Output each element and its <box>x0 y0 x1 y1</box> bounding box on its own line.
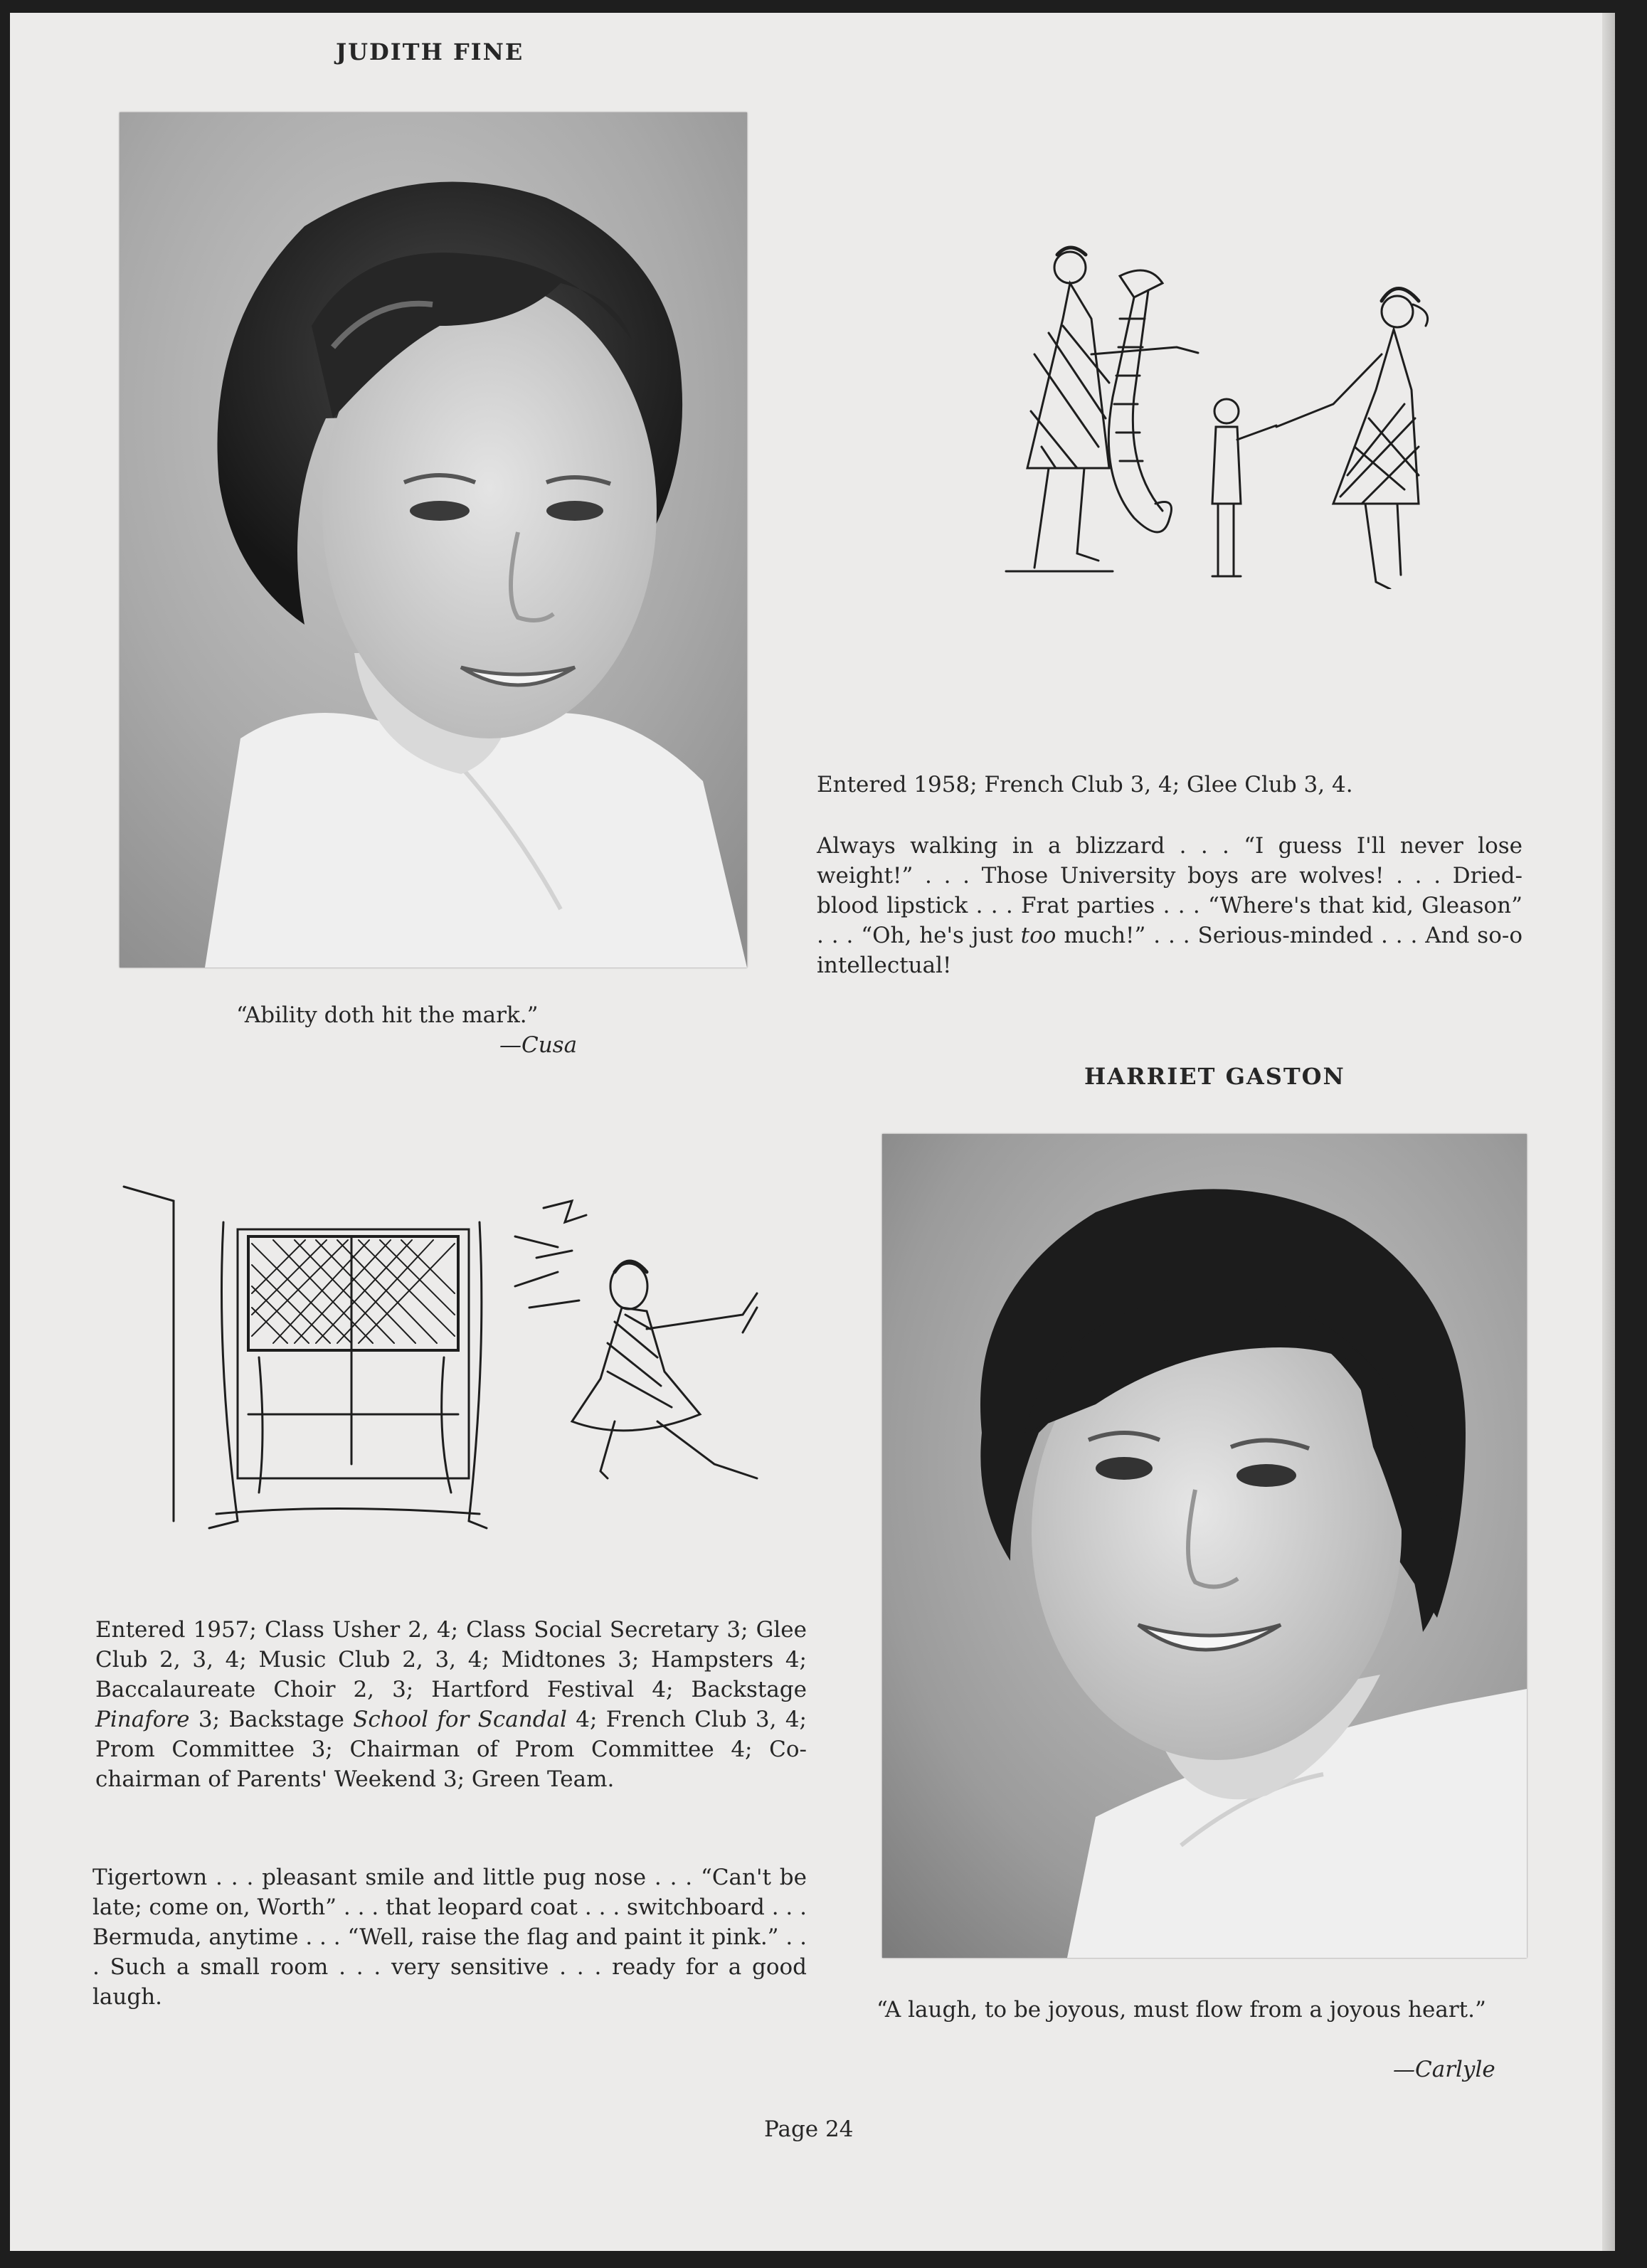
page-edge <box>1602 13 1615 2251</box>
yearbook-page <box>10 13 1615 2251</box>
student-name-judith-fine: JUDITH FINE <box>336 38 524 65</box>
cartoon-sketch-harriet-gaston <box>117 1180 771 1549</box>
quote-author-judith-fine: —Cusa <box>499 1032 578 1058</box>
activities-judith-fine: Entered 1958; French Club 3, 4; Glee Club 3, 4. <box>817 772 1353 797</box>
quote-judith-fine: “Ability doth hit the mark.” <box>236 1002 539 1028</box>
quote-harriet-gaston: “A laugh, to be joyous, must flow from a joyous heart.” <box>877 1997 1486 2023</box>
page-number: Page 24 <box>764 2116 854 2142</box>
quote-author-harriet-gaston: —Carlyle <box>1393 2057 1495 2082</box>
portrait-photo-judith-fine <box>120 112 747 968</box>
portrait-photo-harriet-gaston <box>882 1134 1527 1958</box>
activities-harriet-gaston: Entered 1957; Class Usher 2, 4; Class Social Secretary 3; Glee Club 2, 3, 4; Music Club 2, 3, 4; Midtones 3; Hampsters 4; Baccalaureate Choir 2, 3; Hartford Festival 4; Backstage Pinafore 3; Backstage School for Scandal 4; French Club 3, 4; Prom Committee 3; Chairman of Prom Committee 4; Co-chairman of Parents' Weekend 3; Green Team. <box>95 1617 807 1792</box>
student-name-harriet-gaston: HARRIET GASTON <box>1084 1063 1345 1090</box>
cartoon-sketch-judith-fine <box>992 233 1447 589</box>
bio-harriet-gaston: Tigertown . . . pleasant smile and little pug nose . . . “Can't be late; come on, Worth” . . . that leopard coat . . . switchboard . . . Bermuda, anytime . . . “Well, raise the flag and paint it pink.” . . . Such a small room . . . very sensitive . . . ready for a good laugh. <box>92 1865 807 2010</box>
bio-judith-fine: Always walking in a blizzard . . . “I guess I'll never lose weight!” . . . Those University boys are wolves! . . . Dried-blood lipstick . . . Frat parties . . . “Where's that kid, Gleason” . . . “Oh, he's just too much!” . . . Serious-minded . . . And so-o intellectual! <box>817 833 1523 978</box>
